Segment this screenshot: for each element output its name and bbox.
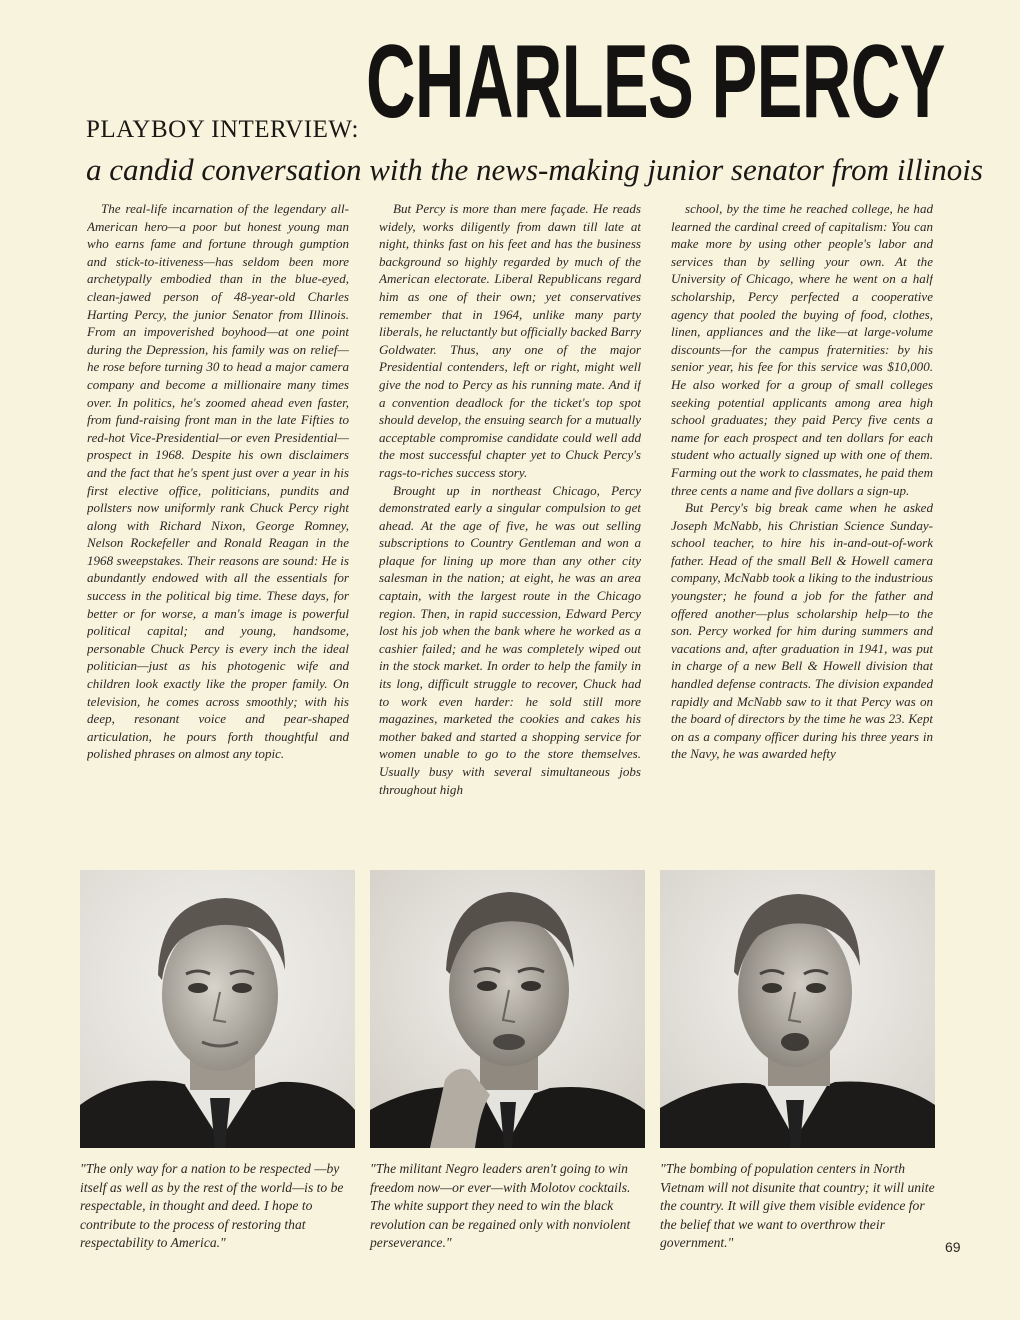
interview-subtitle: a candid conversation with the news-making junior senator from illinois <box>86 152 983 187</box>
interview-title: CHARLES PERCY <box>366 24 945 140</box>
photo-caption-3: "The bombing of population centers in North Vietnam will not disunite that country; it will unite the country. It will give them visible evidence for the belief that we want to overthrow their government." <box>660 1161 935 1251</box>
paragraph: school, by the time he reached college, he had learned the cardinal creed of capitalism: You can make more by using other people's labor and services than by selling your own. At the University of Chicago, where he went on a half scholarship, Percy perfected a cooperative agency that pooled the buying of food, clothes, linen, appliances and the like—at large-volume discounts—for the campus fraternities: by his senior year, his fee for this service was $10,000. He also worked for a group of small colleges seeking potential applicants among area high school graduates; they paid Percy five cents a name for each prospect and ten dollars for each student who actually signed up with one of them. Farming out the work to classmates, he paid them three cents a name and five dollars a sign-up. <box>671 201 933 498</box>
portrait-photo-row <box>80 870 940 1150</box>
portrait-photo-1 <box>80 870 355 1148</box>
paragraph: The real-life incarnation of the legendary all-American hero—a poor but honest young man who earns fame and fortune through gumption and stick-to-itiveness—has seldom been more archetypally embodied than in the blue-eyed, clean-jawed person of 48-year-old Charles Harting Percy, the junior Senator from Illinois. From an impoverished boyhood—at one point during the Depression, his family was on relief—he rose before turning 30 to head a major camera company and become a millionaire many times over. In politics, he's zoomed ahead even faster, from fund-raising front man in the late Fifties to red-hot Vice-Presidential—or even Presidential—prospect in 1968. Despite his own disclaimers and the fact that he's spent just over a year in his first elective office, politicians, pundits and pollsters now uniformly rank Chuck Percy right along with Richard Nixon, George Romney, Nelson Rockefeller and Ronald Reagan in the 1968 sweepstakes. Their reasons are sound: He is abundantly endowed with all the essentials for success in the political big time. These days, for better or for worse, a man's image is powerful political capital; and young, handsome, personable Chuck Percy is every inch the ideal politician—just as his photogenic wife and children look exactly like the proper family. On television, he comes across smoothly; with his deep, resonant voice and pear-shaped articulation, he pours forth thoughtful and polished phrases on almost any topic. <box>87 201 349 762</box>
paragraph: Brought up in northeast Chicago, Percy demonstrated early a singular compulsion to get ahead. At the age of five, he was out selling subscriptions to Country Gentleman and won a plaque for lining up more than any other city salesman in the nation; at eight, he was an area captain, with the largest route in the Chicago region. Then, in rapid succession, Edward Percy lost his job when the bank where he worked as a cashier failed; and he was completely wiped out in the stock market. In order to help the family in its long, difficult struggle to recover, Chuck had to work even harder: he sold still more magazines, marketed the cookies and cakes his mother baked and started a shopping service for women unable to go to the store themselves. Usually busy with several simultaneous jobs throughout high <box>379 482 641 797</box>
photo-caption-1: "The only way for a nation to be respected —by itself as well as by the rest of the world—is to be respectable, in thought and deed. I hope to contribute to the process of restoring that respectability to America." <box>80 1161 344 1251</box>
intro-text-columns <box>87 200 933 850</box>
portrait-photo-3 <box>660 870 935 1148</box>
text-column-1 <box>87 200 349 850</box>
section-kicker: PLAYBOY INTERVIEW: <box>86 116 359 143</box>
text-column-3 <box>671 200 933 850</box>
portrait-photo-2 <box>370 870 645 1148</box>
paragraph: But Percy is more than mere façade. He reads widely, works diligently from dawn till late at night, thinks fast on his feet and has the business background so highly regarded by much of the American electorate. Liberal Republicans regard him as one of their own; yet conservatives remember that in 1964, unlike many party liberals, he reluctantly but officially backed Barry Goldwater. Thus, any one of the major Presidential contenders, left or right, might well give the nod to Percy as his running mate. And if a convention deadlock for the ticket's top spot should develop, the ensuing search for a mutually acceptable compromise candidate could well add the most successful chapter yet to Chuck Percy's rags-to-riches success story. <box>379 201 641 480</box>
interview-header <box>86 24 945 154</box>
text-column-2 <box>379 200 641 850</box>
photo-caption-2: "The militant Negro leaders aren't going to win freedom now—or ever—with Molotov cocktails. The white support they need to win the black revolution can be regained only with nonviolent perseverance." <box>370 1161 631 1251</box>
page-number: 69 <box>945 1239 961 1255</box>
paragraph: But Percy's big break came when he asked Joseph McNabb, his Christian Science Sunday-school teacher, to hire his in-and-out-of-work father. Head of the small Bell & Howell camera company, McNabb took a liking to the industrious youngster; he found a job for the father and offered another—plus scholarship help—to the son. Percy worked for him during summers and vacations and, after graduation in 1941, was put in charge of a new Bell & Howell division that handled defense contracts. The division expanded rapidly and McNabb saw to it that Percy was on the board of directors by the time he was 23. Kept on as a company officer during his three years in the Navy, he was awarded hefty <box>671 500 933 762</box>
